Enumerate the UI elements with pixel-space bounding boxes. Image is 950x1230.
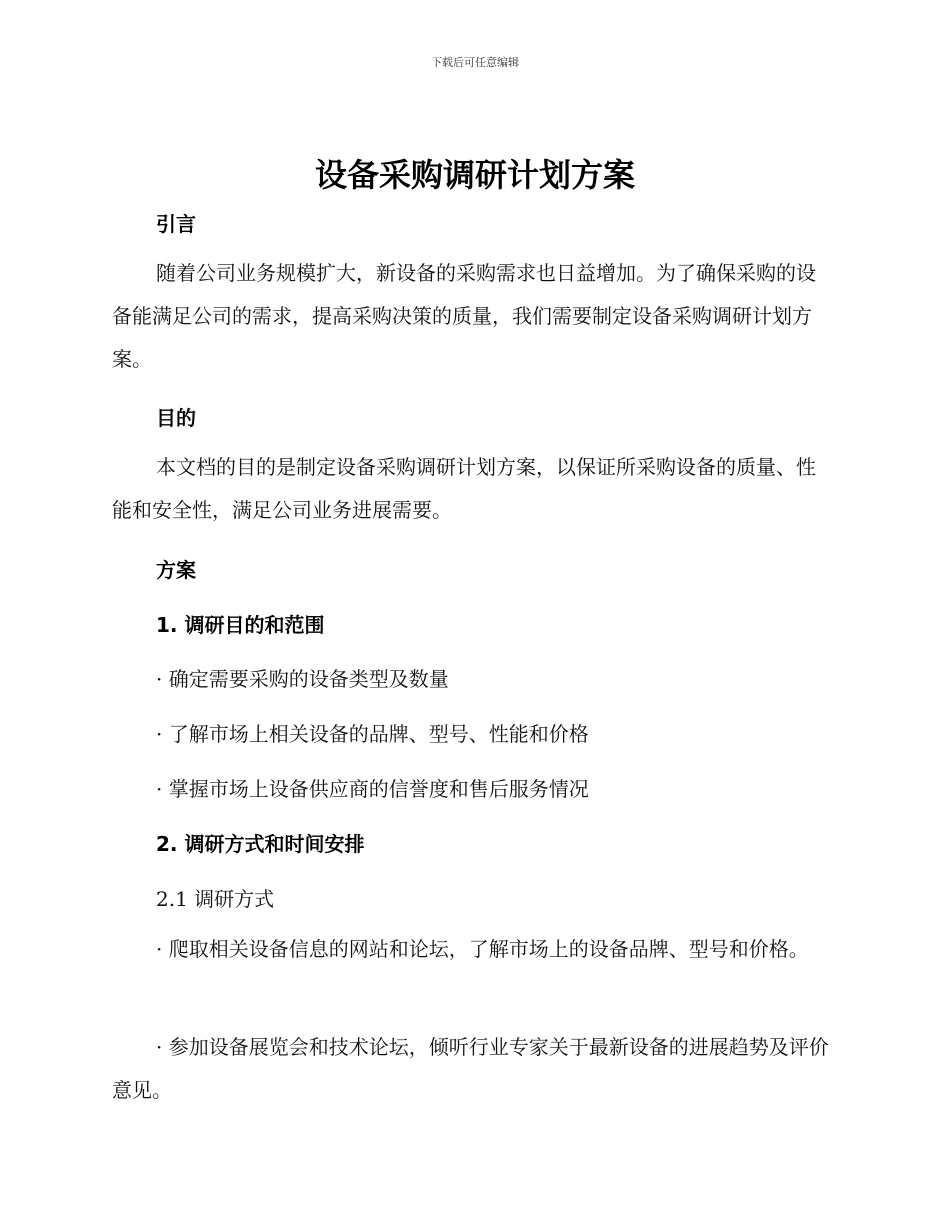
purpose-heading: 目的	[156, 406, 196, 430]
section2-1-label: 2.1 调研方式	[156, 887, 275, 911]
header-note: 下载后可任意编辑	[431, 56, 519, 69]
document-title: 设备采购调研计划方案	[314, 156, 635, 194]
intro-heading: 引言	[156, 212, 196, 236]
plan-heading: 方案	[156, 558, 196, 582]
section2-1-item: · 参加设备展览会和技术论坛，倾听行业专家关于最新设备的进展趋势及评价意见。	[112, 1035, 829, 1102]
intro-paragraph: 随着公司业务规模扩大，新设备的采购需求也日益增加。为了确保采购的设备能满足公司的需求，提高采购决策的质量，我们需要制定设备采购调研计划方案。	[112, 261, 816, 371]
purpose-paragraph: 本文档的目的是制定设备采购调研计划方案，以保证所采购设备的质量、性能和安全性，满足公司业务进展需要。	[112, 455, 816, 522]
section1-heading: 1. 调研目的和范围	[156, 613, 325, 637]
section1-item: · 确定需要采购的设备类型及数量	[156, 667, 449, 691]
section2-1-item: · 爬取相关设备信息的网站和论坛，了解市场上的设备品牌、型号和价格。	[156, 937, 809, 961]
section1-item: · 了解市场上相关设备的品牌、型号、性能和价格	[156, 722, 589, 746]
section2-heading: 2. 调研方式和时间安排	[156, 832, 365, 856]
section1-item: · 掌握市场上设备供应商的信誉度和售后服务情况	[156, 777, 589, 801]
